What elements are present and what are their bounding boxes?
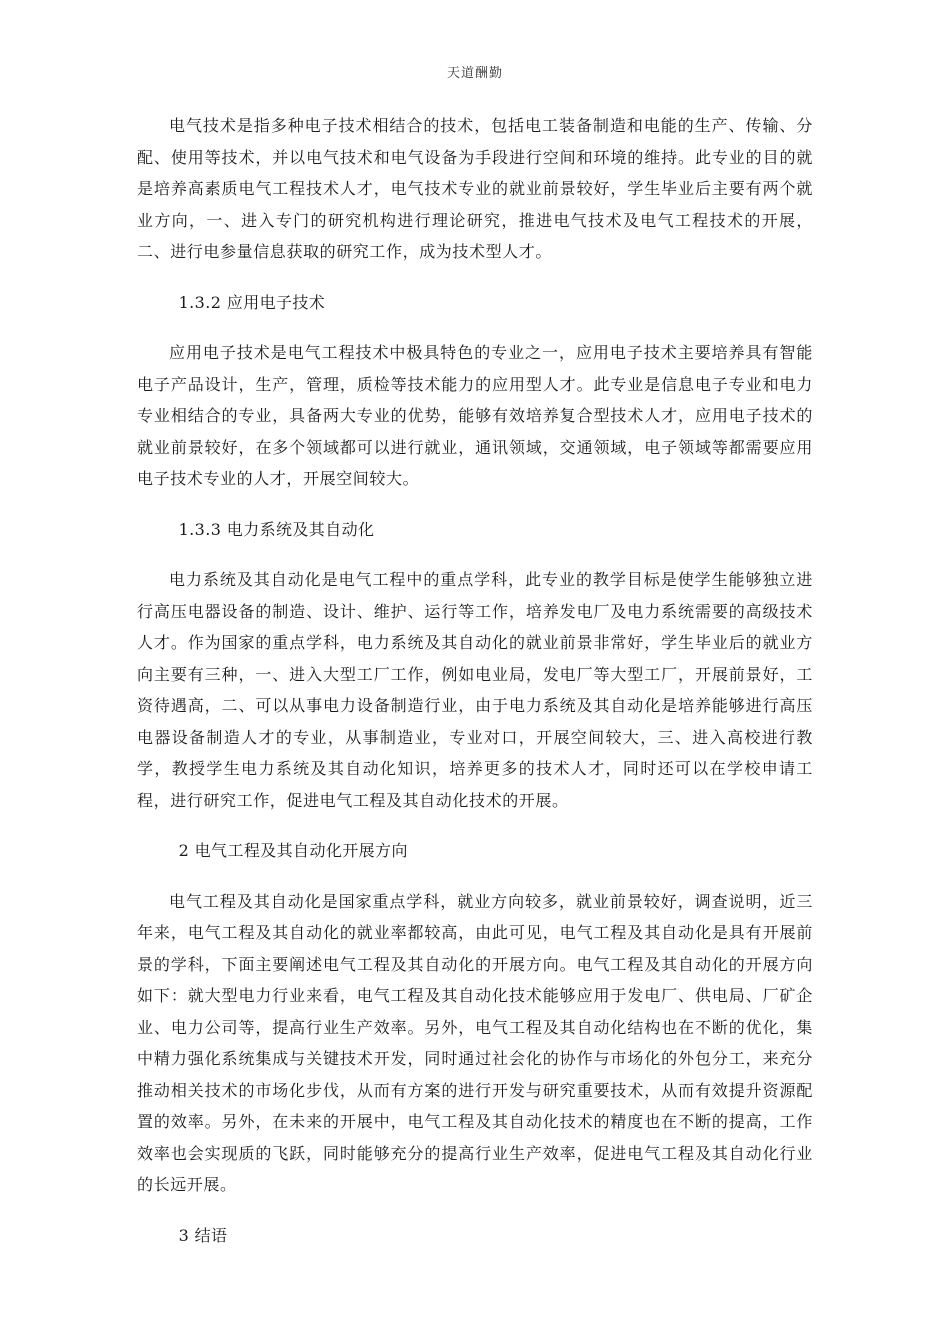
document-body: [137, 110, 813, 1270]
running-header: 天道酬勤: [446, 66, 503, 81]
section-heading-2: 2 电气工程及其自动化开展方向: [178, 841, 408, 860]
paragraph-applied-electronics: 应用电子技术是电气工程技术中极具特色的专业之一，应用电子技术主要培养具有智能电子产品设计，生产，管理，质检等技术能力的应用型人才。此专业是信息电子专业和电力专业相结合的专业，具备两大专业的优势，能够有效培养复合型技术人才，应用电子技术的就业前景较好，在多个领域都可以进行就业，通讯领域，交通领域，电子领域等都需要应用电子技术专业的人才，开展空间较大。: [137, 343, 813, 488]
section-heading-1-3-3: 1.3.3 电力系统及其自动化: [178, 519, 375, 539]
paragraph-electrical-technology: 电气技术是指多种电子技术相结合的技术，包括电工装备制造和电能的生产、传输、分配、使用等技术，并以电气技术和电气设备为手段进行空间和环境的维持。此专业的目的就是培养高素质电气工程技术人才，电气技术专业的就业前景较好，学生毕业后主要有两个就业方向，一、进入专门的研究机构进行理论研究，推进电气技术及电气工程技术的开展，二、进行电参量信息获取的研究工作，成为技术型人才。: [137, 116, 813, 261]
section-heading-1-3-2: 1.3.2 应用电子技术: [178, 292, 326, 312]
paragraph-development-direction: 电气工程及其自动化是国家重点学科，就业方向较多，就业前景较好，调查说明，近三年来，电气工程及其自动化的就业率都较高，由此可见，电气工程及其自动化是具有开展前景的学科，下面主要阐述电气工程及其自动化的开展方向。电气工程及其自动化的开展方向如下：就大型电力行业来看，电气工程及其自动化技术能够应用于发电厂、供电局、厂矿企业、电力公司等，提高行业生产效率。另外，电气工程及其自动化结构也在不断的优化，集中精力强化系统集成与关键技术开发，同时通过社会化的协作与市场化的外包分工，来充分推动相关技术的市场化步伐，从而有方案的进行开发与研究重要技术，从而有效提升资源配置的效率。另外，在未来的开展中，电气工程及其自动化技术的精度也在不断的提高，工作效率也会实现质的飞跃，同时能够充分的提高行业生产效率，促进电气工程及其自动化行业的长远开展。: [137, 891, 813, 1194]
paragraph-power-systems: 电力系统及其自动化是电气工程中的重点学科，此专业的教学目标是使学生能够独立进行高压电器设备的制造、设计、维护、运行等工作，培养发电厂及电力系统需要的高级技术人才。作为国家的重点学科，电力系统及其自动化的就业前景非常好，学生毕业后的就业方向主要有三种，一、进入大型工厂工作，例如电业局，发电厂等大型工厂，开展前景好，工资待遇高，二、可以从事电力设备制造行业，由于电力系统及其自动化是培养能够进行高压电器设备制造人才的专业，从事制造业，专业对口，开展空间较大，三、进入高校进行教学，教授学生电力系统及其自动化知识，培养更多的技术人才，同时还可以在学校申请工程，进行研究工作，促进电气工程及其自动化技术的开展。: [137, 570, 813, 810]
section-heading-3: 3 结语: [178, 1225, 228, 1245]
